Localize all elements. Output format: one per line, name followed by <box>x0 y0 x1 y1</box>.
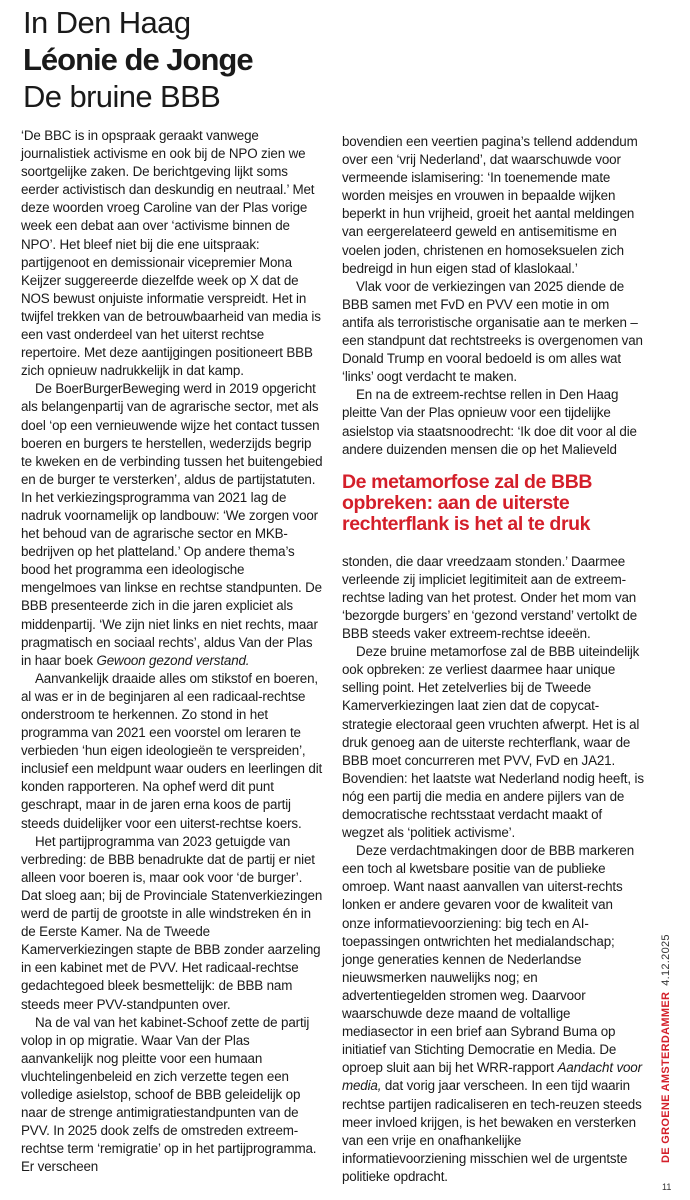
paragraph: En na de extreem-rechtse rellen in Den Haag pleitte Van der Plas opnieuw voor een tijdelijke asielstop via staatsnoodrecht: ‘Ik doe dit voor al die andere duizenden mensen die op het Malieveld <box>342 387 637 457</box>
right-column <box>342 133 644 1186</box>
paragraph: Vlak voor de verkiezingen van 2025 diende de BBB samen met FvD en PVV een motie in om antifa als terroristische organisatie aan te merken – een standpunt dat rechtstreeks is overgenomen van Donald Trump en vooral bedoeld is om alles wat ‘links’ oogt verdacht te maken. <box>342 278 643 385</box>
pull-quote: De metamorfose zal de BBB opbreken: aan de uiterste rechterflank is het al te druk <box>342 470 593 535</box>
column-name: In Den Haag <box>23 5 191 40</box>
paragraph-text: Deze verdachtmakingen door de BBB markeren een toch al kwetsbare positie van de publieke omroep. Want naast aanvallen van uiterst-rechts lonken er andere gevaren voor de kwaliteit van onze informatievoorziening: big tech en AI-toepassingen ontwrichten het medialandschap; jonge generaties kennen de Nederlandse nieuwsmerken nauwelijks nog; en advertentiegelden stromen weg. Daarvoor waarschuwde deze maand de voltallige mediasector in een brief aan Sybrand Buma op initiatief van Stichting Democratie en Media. De oproep sluit aan bij het WRR-rapport <box>342 843 635 1076</box>
paragraph: Na de val van het kabinet-Schoof zette de partij volop in op migratie. Waar Van der Plas aanvankelijk nog pleitte voor een humaan vluchtelingenbeleid en zich verzette tegen een volledige asielstop, schoof de BBB geleidelijk op naar de strenge antimigratiestandpunten van de PVV. In 2025 dook zelfs de omstreden extreem-rechtse term ‘remigratie’ op in het partijprogramma. Er verscheen <box>21 1014 317 1175</box>
paragraph-text: De BoerBurgerBeweging werd in 2019 opgericht als belangenpartij van de agrarische sector, met als doel ‘op een vernieuwende wijze het contact tussen boeren en burgers te herstellen, wederzijds begrip te kweken en de verbinding tussen het buitengebied en de burger te versterken’, aldus de partijstatuten. In het verkiezingsprogramma van 2021 lag de nadruk voornamelijk op landbouw: ‘We zorgen voor het behoud van de agrarische sector en MKB-bedrijven op het platteland.’ Op andere thema’s bood het programma een ideologische mengelmoes van linkse en rechtse standpunten. De BBB presenteerde zich in die jaren expliciet als middenpartij. ‘We zijn niet links en niet rechts, maar pragmatisch en sociaal rechts’, aldus Van der Plas in haar boek <box>21 381 323 668</box>
author-name: Léonie de Jonge <box>23 42 253 77</box>
publication-name: DE GROENE AMSTERDAMMER <box>660 991 672 1163</box>
publication-sidebar <box>660 934 672 1163</box>
article-header <box>23 4 443 115</box>
left-column <box>21 127 323 1176</box>
page-number: 11 <box>662 1182 672 1192</box>
paragraph-text: dat vorig jaar verscheen. In een tijd waarin rechtse partijen radicaliseren en tech-reuzen steeds meer invloed krijgen, is het bewaken en versterken van een vrije en onafhankelijke informatievoorziening misschien wel de urgentste politieke opdracht. <box>342 1078 642 1184</box>
article-title: De bruine BBB <box>23 79 221 114</box>
paragraph: ‘De BBC is in opspraak geraakt vanwege journalistiek activisme en ook bij de NPO zien we soortgelijke zaken. De berichtgeving lijkt soms eerder activistisch dan deskundig en neutraal.’ Met deze woorden vroeg Caroline van der Plas vorige week een debat aan over ‘activisme binnen de NPO’. Het bleef niet bij die ene uitspraak: partijgenoot en demissionair vicepremier Mona Keijzer suggereerde diezelfde week op X dat de NOS bewust onjuiste informatie verspreidt. Het in twijfel trekken van de betrouwbaarheid van media is een vast onderdeel van het uiterst rechtse repertoire. Met deze aantijgingen positioneert BBB zich opnieuw nadrukkelijk in dat kamp. <box>21 128 321 379</box>
report-title: Aandacht voor media, <box>342 1060 642 1094</box>
issue-date: 4.12.2025 <box>660 934 672 986</box>
paragraph: Aanvankelijk draaide alles om stikstof en boeren, al was er in de beginjaren al een radicaal-rechtse onderstroom te herkennen. Zo stond in het programma van 2021 een voorstel om leraren te verbieden ‘hun eigen ideologieën te verspreiden’, inclusief een meldpunt waar ouders en leerlingen dit konden rapporteren. Na ophef werd dit punt geschrapt, maar in de jaren erna koos de partij steeds duidelijker voor een uiterst-rechtse koers. <box>21 670 323 831</box>
paragraph: Deze bruine metamorfose zal de BBB uiteindelijk ook opbreken: ze verliest daarmee haar unique selling point. Het zetelverlies bij de Tweede Kamerverkiezingen laat zien dat de copycat-strategie electoraal geen vruchten afwerpt. Het is al druk genoeg aan de uiterste rechterflank, waar de BBB moet concurreren met PVV, FvD en JA21. Bovendien: het laatste wat Nederland nodig heeft, is nóg een partij die media en andere pijlers van de democratische rechtsstaat verdacht maakt of wegzet als ‘politiek activisme’. <box>342 644 644 841</box>
paragraph: stonden, die daar vreedzaam stonden.’ Daarmee verleende zij impliciet legitimiteit aan de extreem-rechtse lading van het protest. Onder het mom van ‘bezorgde burgers’ en ‘gezond verstand’ vertolkt de BBB steeds vaker extreem-rechtse ideeën. <box>342 553 638 642</box>
book-title: Gewoon gezond verstand. <box>96 652 250 668</box>
paragraph <box>342 842 644 1186</box>
paragraph: bovendien een veertien pagina’s tellend addendum over een ‘vrij Nederland’, dat waarschuwde voor vermeende islamisering: ‘In toenemende mate worden meisjes en vrouwen in bepaalde wijken beperkt in hun vrijheid, groeit het aantal meldingen van eergerelateerd geweld en antisemitisme en voelen joden, christenen en homoseksuelen zich bedreigd in hun eigen stad of klaslokaal.’ <box>342 134 638 276</box>
paragraph <box>21 380 323 670</box>
paragraph: Het partijprogramma van 2023 getuigde van verbreding: de BBB benadrukte dat de partij er niet alleen voor boeren is, maar ook voor ‘de burger’. Dat sloeg aan; bij de Provinciale Statenverkiezingen werd de partij de grootste in alle windstreken én in de Eerste Kamer. Na de Tweede Kamerverkiezingen stapte de BBB zonder aarzeling in een kabinet met de PVV. Het radicaal-rechtse gedachtegoed bleek besmettelijk: de BBB nam steeds meer PVV-standpunten over. <box>21 833 323 1012</box>
